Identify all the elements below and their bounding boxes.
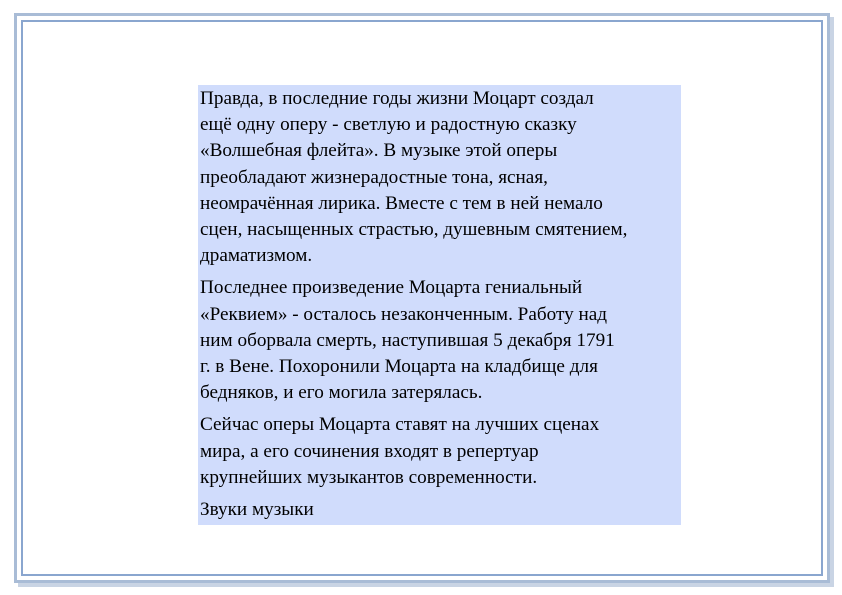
text-box[interactable] <box>198 85 681 525</box>
paragraph-requiem: Последнее произведение Моцарта гениальный «Реквием» - осталось незаконченным. Работу над ним оборвала смерть, наступившая 5 декабря 1791 г. в Вене. Похоронили Моцарта на кладбище для бедняков, и его могила затерялась. <box>200 277 615 404</box>
paragraph-magic-flute: Правда, в последние годы жизни Моцарт создал ещё одну оперу - светлую и радостную сказку «Волшебная флейта». В музыке этой оперы преобладают жизнерадостные тона, ясная, неомрачённая лирика. Вместе с тем в ней немало сцен, насыщенных страстью, душевным смятением, драматизмом. <box>200 88 628 267</box>
paragraph-legacy: Сейчас оперы Моцарта ставят на лучших сценах мира, а его сочинения входят в репертуар крупнейших музыкантов современности. <box>200 414 600 488</box>
paragraph-sounds-of-music: Звуки музыки <box>200 499 314 521</box>
